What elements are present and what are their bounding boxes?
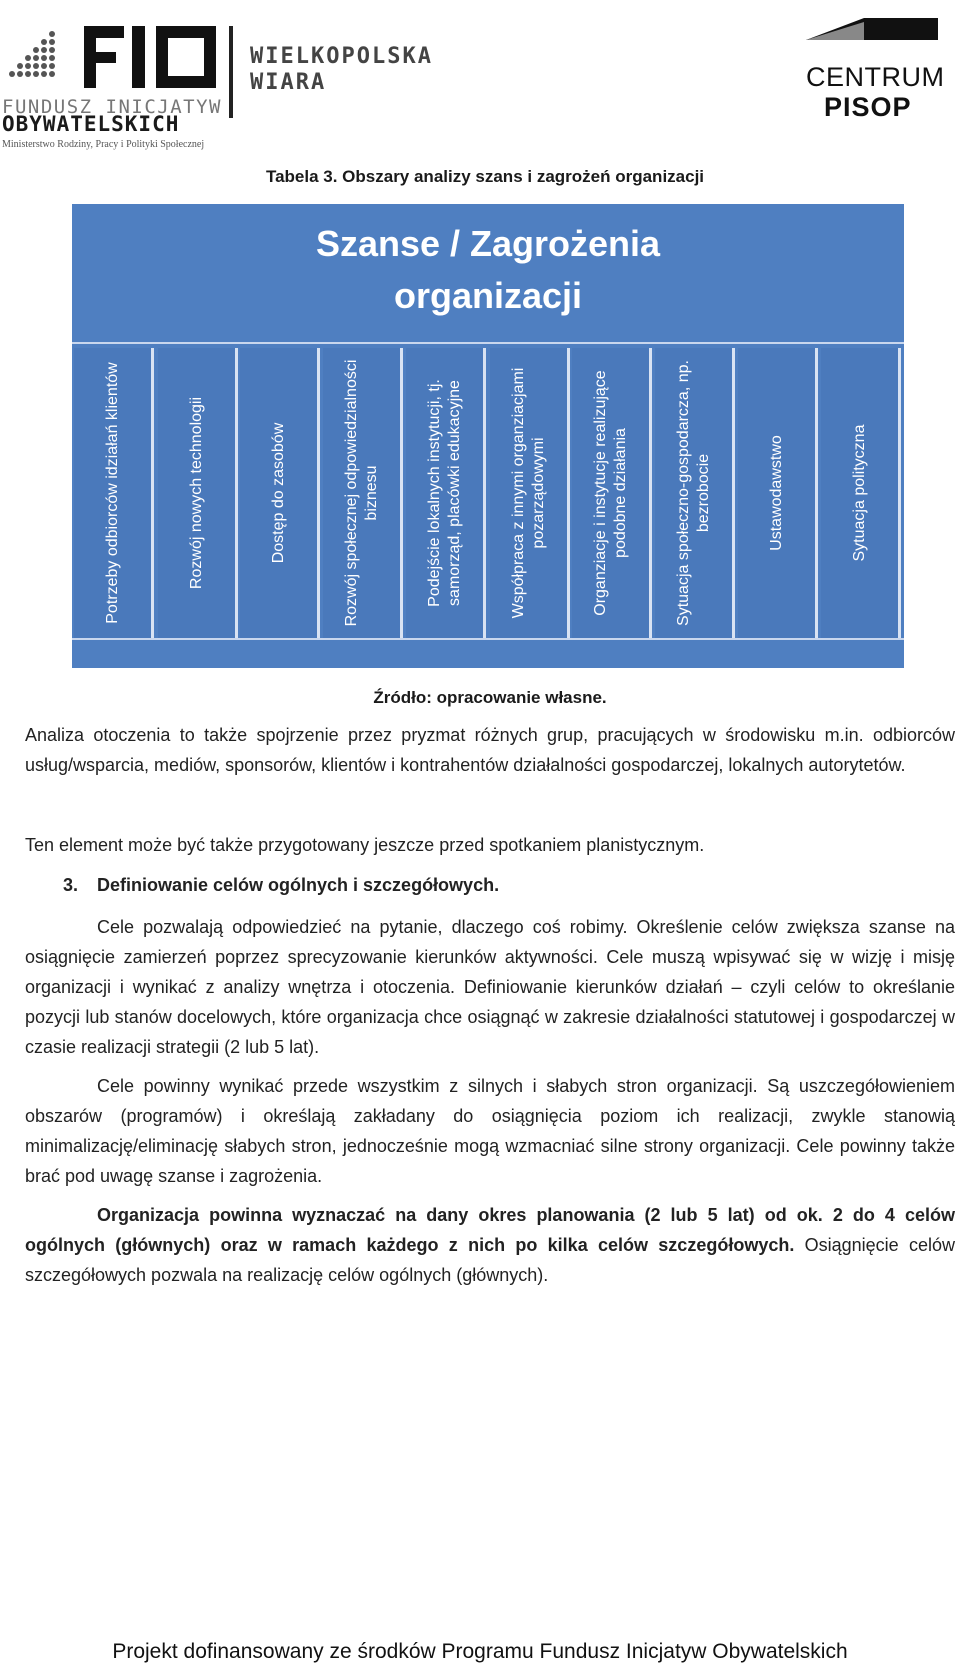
diagram-column [490, 348, 570, 638]
diagram-column-label: Potrzeby odbiorców idziałań klientów [103, 362, 121, 624]
diagram-column [406, 348, 486, 638]
diagram-column-label: Rozwój społecznej odpowiedzialności biznesu [342, 359, 380, 627]
diagram-column-label: Współpraca z innymi organziacjami pozarządowymi [509, 367, 547, 619]
table-caption: Tabela 3. Obszary analizy szans i zagrożeń organizacji [265, 167, 705, 186]
wiara-line2: WIARA [250, 70, 327, 95]
diagram-bottom-separator [72, 638, 904, 640]
diagram-column [821, 348, 901, 638]
diagram-column [738, 348, 818, 638]
diagram-column-label: Organziacje i instytucje realizujące podobne działania [591, 370, 629, 616]
diagram-column-label: Rozwój nowych technologii [187, 396, 205, 590]
page-footer: Projekt dofinansowany ze środków Programu Fundusz Inicjatyw Obywatelskich [112, 1640, 848, 1663]
section-heading-number: 3. [63, 875, 79, 895]
diagram-title [72, 218, 904, 322]
diagram-column [655, 348, 735, 638]
pisop-mark-icon [806, 18, 938, 42]
goals-count-rest: Osiągnięcie celów szczegółowych pozwala na realizację celów ogólnych (głównych). [25, 1235, 955, 1285]
paragraph-element: Ten element może być także przygotowany jeszcze przed spotkaniem planistycznym. [25, 835, 705, 855]
paragraph-goals-strengths: Cele powinny wynikać przede wszystkim z silnych i słabych stron organizacji. Są uszczegółowieniem obszarów (programów) i określają zakładany do osiągnięcia poziom ich realizacji, zwykle stanowią minimalizację/eliminację słabych stron, jednocześnie mogą wzmacniać silne strony organizacji. Cele powinny także brać pod uwagę szanse i zagrożenia. [25, 1076, 955, 1186]
diagram-title-line2: organizacji [393, 275, 583, 316]
pisop-logo [800, 10, 945, 122]
page-header [0, 0, 960, 150]
diagram-column-label: Podejście lokalnych instytucji, tj. samorząd, placówki edukacyjne [425, 379, 463, 607]
wiara-line1: WIELKOPOLSKA [250, 44, 433, 69]
diagram-column [158, 348, 238, 638]
paragraph-goals-count [25, 1200, 955, 1290]
wiara-logo [250, 44, 433, 96]
diagram-column-label: Dostęp do zasobów [269, 422, 287, 564]
pisop-line1: CENTRUM [806, 62, 945, 92]
fio-line2: OBYWATELSKICH [2, 112, 180, 136]
dots-icon [2, 28, 58, 84]
goals-count-bold: Organizacja powinna wyznaczać na dany okres planowania (2 lub 5 lat) od ok. 2 do 4 celów ogólnych (głównych) oraz w ramach każdego z nich po kilka celów szczegółowych. [25, 1205, 955, 1255]
section-heading-text: Definiowanie celów ogólnych i szczegółowych. [97, 875, 500, 895]
fio-ministry: Ministerstwo Rodziny, Pracy i Polityki Społecznej [2, 139, 205, 150]
paragraph-analysis: Analiza otoczenia to także spojrzenie przez pryzmat różnych grup, pracujących w środowisku m.in. odbiorców usług/wsparcia, mediów, sponsorów, klientów i kontrahentów działalności gospodarczej, lokalnych autorytetów. [25, 725, 955, 775]
opportunities-threats-diagram [72, 204, 904, 668]
pisop-line2: PISOP [824, 92, 912, 122]
diagram-column-label: Sytuacja społeczno-gospodarcza, np. bezrobocie [674, 360, 712, 626]
logo-divider [229, 26, 233, 118]
diagram-column [572, 348, 652, 638]
fio-logo [0, 12, 240, 150]
fio-mark-icon [84, 26, 216, 88]
diagram-column-label: Ustawodawstwo [767, 435, 785, 551]
fio-line1: FUNDUSZ INICJATYW [2, 96, 222, 118]
diagram-separator [72, 342, 904, 344]
diagram-column [323, 348, 403, 638]
diagram-column-label: Sytuacja polityczna [850, 424, 868, 562]
diagram-column [240, 348, 320, 638]
paragraph-goals: Cele pozwalają odpowiedzieć na pytanie, dlaczego coś robimy. Określenie celów zwiększa szanse na osiągnięcie zamierzeń poprzez sprecyzowanie kierunków aktywności. Cele muszą wpisywać się w wizję i misję organizacji i wynikać z analizy wnętrza i otoczenia. Definiowanie kierunków działań – czyli celów to określanie pozycji lub stanów docelowych, które organizacja chce osiągnąć w zakresie działalności statutowej i gospodarczej w czasie realizacji strategii (2 lub 5 lat). [25, 917, 955, 1057]
diagram-title-line1: Szanse / Zagrożenia [315, 223, 661, 264]
table-source: Źródło: opracowanie własne. [373, 688, 607, 707]
diagram-column [74, 348, 154, 638]
